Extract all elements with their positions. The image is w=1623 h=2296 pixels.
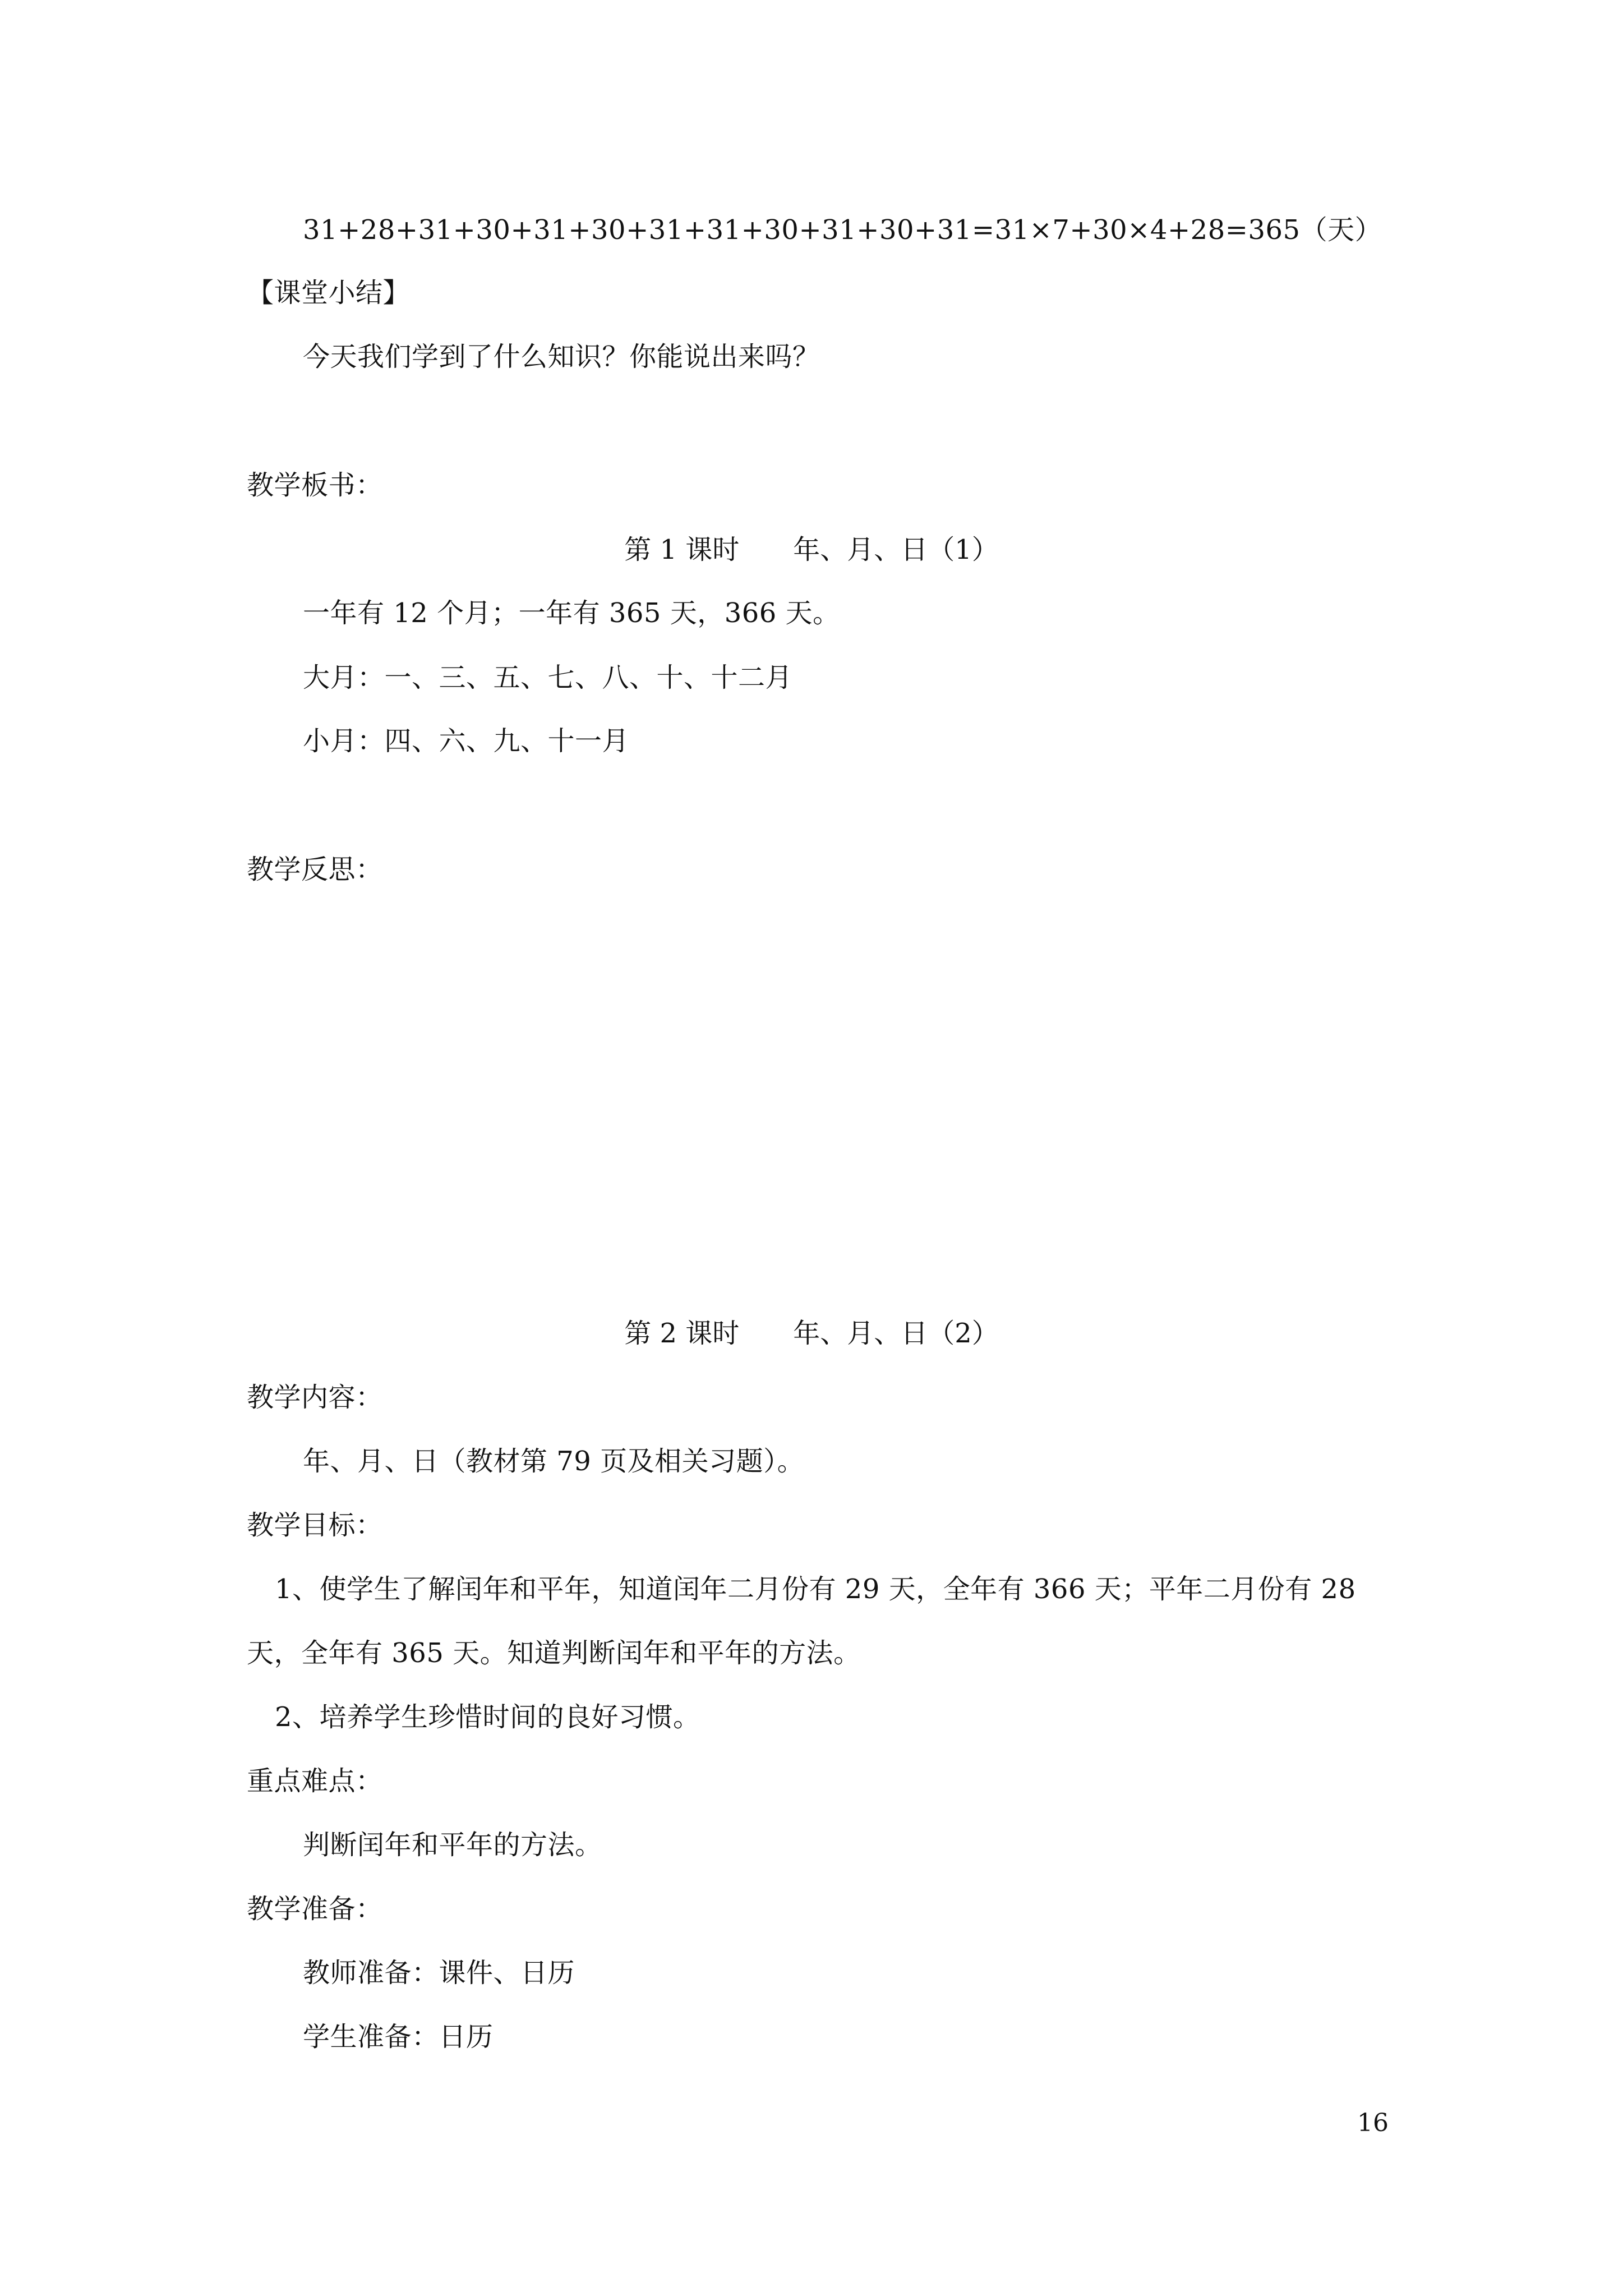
goal1-line2: 天，全年有 365 天。知道判断闰年和平年的方法。: [247, 1637, 861, 1669]
board-heading: 教学板书：: [247, 470, 383, 501]
content-text: 年、月、日（教材第 79 页及相关习题）。: [303, 1446, 805, 1477]
prep-heading: 教学准备：: [247, 1893, 383, 1925]
board-line-big-months: 大月：一、三、五、七、八、十、十二月: [303, 662, 793, 693]
goal1-line1: 1、使学生了解闰年和平年，知道闰年二月份有 29 天，全年有 366 天；平年二月份有 28: [275, 1573, 1356, 1605]
content-heading: 教学内容：: [247, 1382, 383, 1413]
board-title: 第 1 课时 年、月、日（1）: [624, 534, 999, 565]
summary-question: 今天我们学到了什么知识？你能说出来吗？: [303, 341, 820, 372]
board-line-months: 一年有 12 个月；一年有 365 天，366 天。: [303, 597, 840, 629]
prep-teacher: 教师准备：课件、日历: [303, 1957, 575, 1989]
formula-line: 31+28+31+30+31+30+31+31+30+31+30+31=31×7+30×4+28=365（天）: [303, 214, 1382, 246]
page-number: 16: [1357, 2109, 1389, 2137]
goal2-text: 2、培养学生珍惜时间的良好习惯。: [275, 1701, 700, 1733]
board-line-small-months: 小月：四、六、九、十一月: [303, 725, 630, 757]
key-heading: 重点难点：: [247, 1765, 383, 1797]
goals-heading: 教学目标：: [247, 1510, 383, 1541]
reflection-heading: 教学反思：: [247, 854, 383, 885]
summary-heading: 【课堂小结】: [247, 277, 411, 309]
key-text: 判断闰年和平年的方法。: [303, 1829, 602, 1861]
lesson2-title: 第 2 课时 年、月、日（2）: [624, 1318, 999, 1349]
prep-student: 学生准备：日历: [303, 2021, 494, 2053]
